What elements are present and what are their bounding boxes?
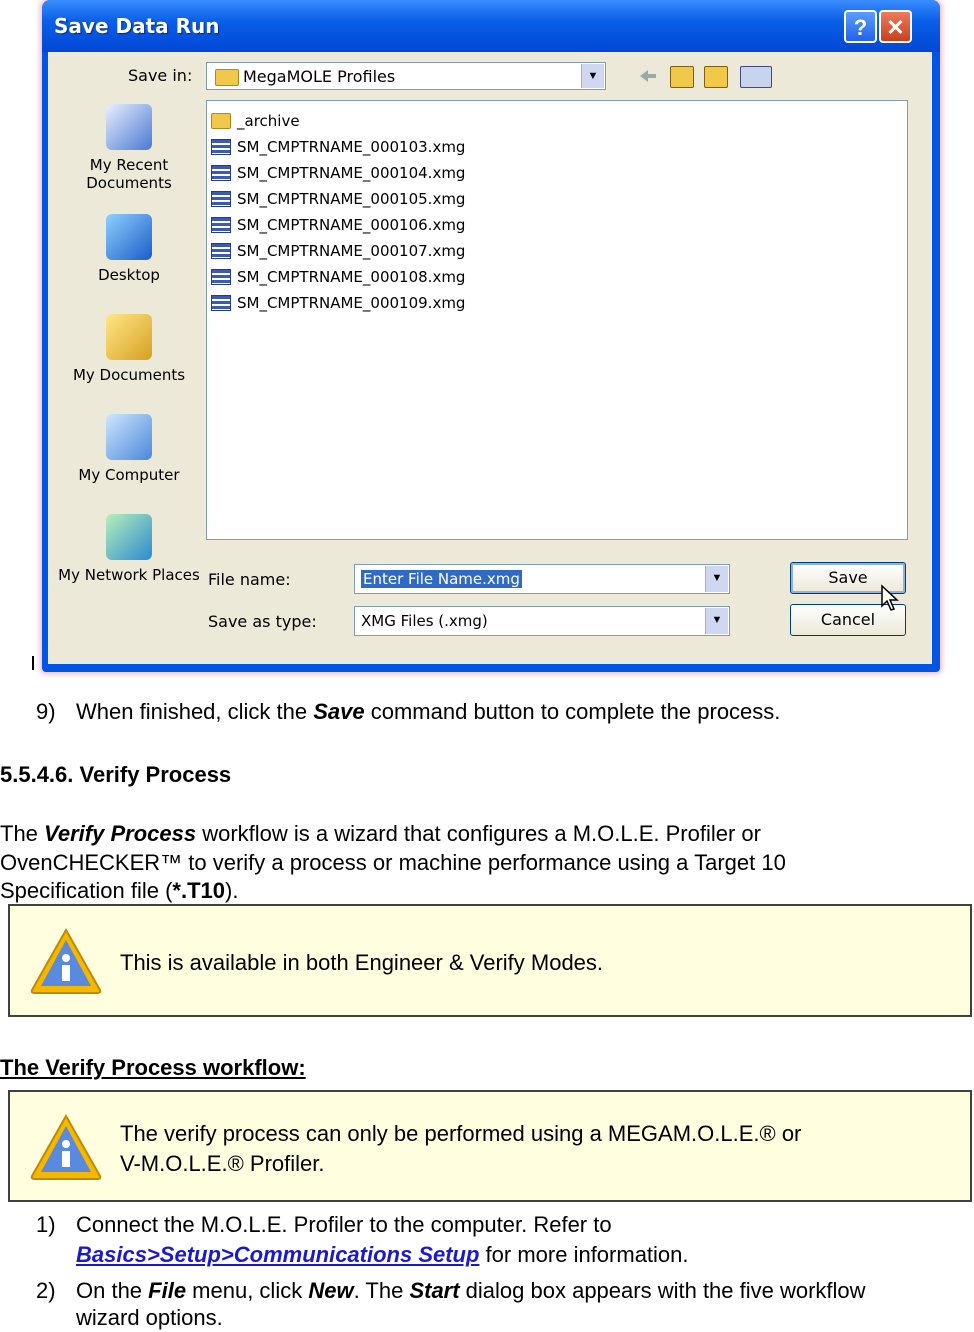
new-keyword: New bbox=[308, 1278, 354, 1303]
info-icon bbox=[28, 1112, 104, 1182]
list-item[interactable] bbox=[211, 213, 465, 237]
folder-icon bbox=[215, 69, 239, 86]
step-1-line-2 bbox=[76, 1240, 689, 1269]
desktop-icon bbox=[106, 214, 152, 260]
place-label: My Recent Documents bbox=[86, 156, 172, 192]
document-icon bbox=[211, 139, 231, 155]
new-folder-icon[interactable] bbox=[704, 66, 728, 88]
list-item[interactable] bbox=[211, 109, 300, 133]
place-my-network-places[interactable] bbox=[58, 514, 200, 584]
file-name: SM_CMPTRNAME_000109.xmg bbox=[237, 294, 466, 312]
step-2-text-c: menu, click bbox=[186, 1278, 309, 1303]
place-my-computer[interactable] bbox=[58, 414, 200, 484]
note-text: This is available in both Engineer & Verify Modes. bbox=[120, 950, 604, 975]
document-icon bbox=[211, 165, 231, 181]
folder-icon bbox=[211, 113, 231, 129]
dialog-title-bar[interactable] bbox=[42, 0, 940, 52]
save-as-type-label: Save as type: bbox=[208, 612, 317, 631]
back-arrow-icon[interactable] bbox=[636, 66, 658, 86]
save-in-value: MegaMOLE Profiles bbox=[243, 67, 396, 86]
file-name: SM_CMPTRNAME_000107.xmg bbox=[237, 242, 466, 260]
start-keyword: Start bbox=[409, 1278, 460, 1303]
step-1-text-b: for more information. bbox=[479, 1242, 689, 1267]
info-note bbox=[8, 1090, 972, 1202]
note-text-line-1: The verify process can only be performed using a MEGAM.O.L.E.® or bbox=[120, 1121, 802, 1146]
step-2-text-g: dialog box appears with the five workflow bbox=[459, 1278, 866, 1303]
mouse-pointer-icon bbox=[880, 584, 902, 612]
list-item[interactable] bbox=[211, 291, 465, 315]
verify-process-keyword: Verify Process bbox=[44, 821, 197, 846]
save-in-combo[interactable] bbox=[206, 62, 606, 90]
communications-setup-link[interactable]: Basics>Setup>Communications Setup bbox=[76, 1242, 480, 1267]
dialog-client-area bbox=[48, 52, 932, 664]
view-menu-icon[interactable] bbox=[740, 66, 772, 88]
document-icon bbox=[211, 191, 231, 207]
cancel-button[interactable]: Cancel bbox=[790, 604, 906, 636]
file-name: SM_CMPTRNAME_000105.xmg bbox=[237, 190, 466, 208]
place-label: My Network Places bbox=[58, 566, 200, 584]
save-as-type-select[interactable] bbox=[354, 606, 730, 636]
my-computer-icon bbox=[106, 414, 152, 460]
list-item[interactable] bbox=[211, 187, 465, 211]
text-cursor bbox=[32, 656, 34, 670]
place-my-recent-documents[interactable] bbox=[58, 104, 200, 192]
file-name: SM_CMPTRNAME_000108.xmg bbox=[237, 268, 466, 286]
file-name: SM_CMPTRNAME_000103.xmg bbox=[237, 138, 466, 156]
intro-line-3-c: ). bbox=[225, 878, 239, 903]
file-menu-keyword: File bbox=[148, 1278, 187, 1303]
place-label: My Computer bbox=[78, 466, 180, 484]
file-name-value: Enter File Name.xmg bbox=[363, 570, 520, 588]
close-button[interactable]: ✕ bbox=[879, 10, 912, 43]
step-9-text bbox=[76, 697, 780, 726]
document-icon bbox=[211, 243, 231, 259]
intro-line-1 bbox=[0, 819, 761, 848]
step-2-text-e: . The bbox=[353, 1278, 410, 1303]
save-data-run-dialog bbox=[42, 0, 940, 672]
file-name-field[interactable] bbox=[354, 564, 730, 594]
file-name: _archive bbox=[237, 112, 300, 130]
step-2-line-2: wizard options. bbox=[76, 1305, 223, 1330]
step-2-text bbox=[76, 1276, 866, 1305]
chevron-down-icon[interactable]: ▼ bbox=[581, 64, 604, 88]
intro-text-a: The bbox=[0, 821, 45, 846]
workflow-heading: The Verify Process workflow: bbox=[0, 1055, 306, 1080]
list-item[interactable] bbox=[211, 265, 465, 289]
up-folder-icon[interactable] bbox=[670, 66, 694, 88]
intro-line-2: OvenCHECKER™ to verify a process or machine performance using a Target 10 bbox=[0, 850, 786, 875]
step-9-number: 9) bbox=[36, 699, 56, 724]
list-item[interactable] bbox=[211, 239, 465, 263]
info-note bbox=[8, 904, 972, 1017]
my-documents-icon bbox=[106, 314, 152, 360]
section-heading: 5.5.4.6. Verify Process bbox=[0, 762, 232, 787]
intro-line-3 bbox=[0, 876, 238, 905]
list-item[interactable] bbox=[211, 161, 465, 185]
place-label: My Documents bbox=[72, 366, 186, 384]
t10-extension: *.T10 bbox=[172, 878, 226, 903]
place-label: Desktop bbox=[98, 266, 160, 284]
save-keyword: Save bbox=[313, 699, 365, 724]
recent-documents-icon bbox=[106, 104, 152, 150]
file-name: SM_CMPTRNAME_000104.xmg bbox=[237, 164, 466, 182]
step-9-text-c: command button to complete the process. bbox=[364, 699, 781, 724]
chevron-down-icon[interactable]: ▼ bbox=[705, 566, 728, 592]
file-name-label: File name: bbox=[208, 570, 291, 589]
list-item[interactable] bbox=[211, 135, 465, 159]
document-icon bbox=[211, 295, 231, 311]
intro-line-3-a: Specification file ( bbox=[0, 878, 173, 903]
step-1-text: Connect the M.O.L.E. Profiler to the computer. Refer to bbox=[76, 1212, 612, 1237]
file-name: SM_CMPTRNAME_000106.xmg bbox=[237, 216, 466, 234]
place-my-documents[interactable] bbox=[58, 314, 200, 384]
help-button[interactable]: ? bbox=[844, 10, 877, 43]
chevron-down-icon[interactable]: ▼ bbox=[705, 608, 728, 634]
info-icon bbox=[28, 926, 104, 996]
step-9-text-a: When finished, click the bbox=[76, 699, 314, 724]
place-desktop[interactable] bbox=[58, 214, 200, 284]
step-2-text-a: On the bbox=[76, 1278, 149, 1303]
save-as-type-value: XMG Files (.xmg) bbox=[361, 612, 488, 630]
document-icon bbox=[211, 217, 231, 233]
places-bar bbox=[58, 102, 200, 664]
intro-text-c: workflow is a wizard that configures a M.O.L.E. Profiler or bbox=[196, 821, 761, 846]
note-text-line-2: V-M.O.L.E.® Profiler. bbox=[120, 1151, 325, 1176]
network-places-icon bbox=[106, 514, 152, 560]
step-2-number: 2) bbox=[36, 1278, 56, 1303]
file-list[interactable] bbox=[206, 100, 908, 540]
dialog-title: Save Data Run bbox=[54, 14, 220, 38]
step-1-number: 1) bbox=[36, 1212, 56, 1237]
document-icon bbox=[211, 269, 231, 285]
save-in-label: Save in: bbox=[128, 66, 193, 85]
save-button[interactable]: Save bbox=[790, 562, 906, 594]
